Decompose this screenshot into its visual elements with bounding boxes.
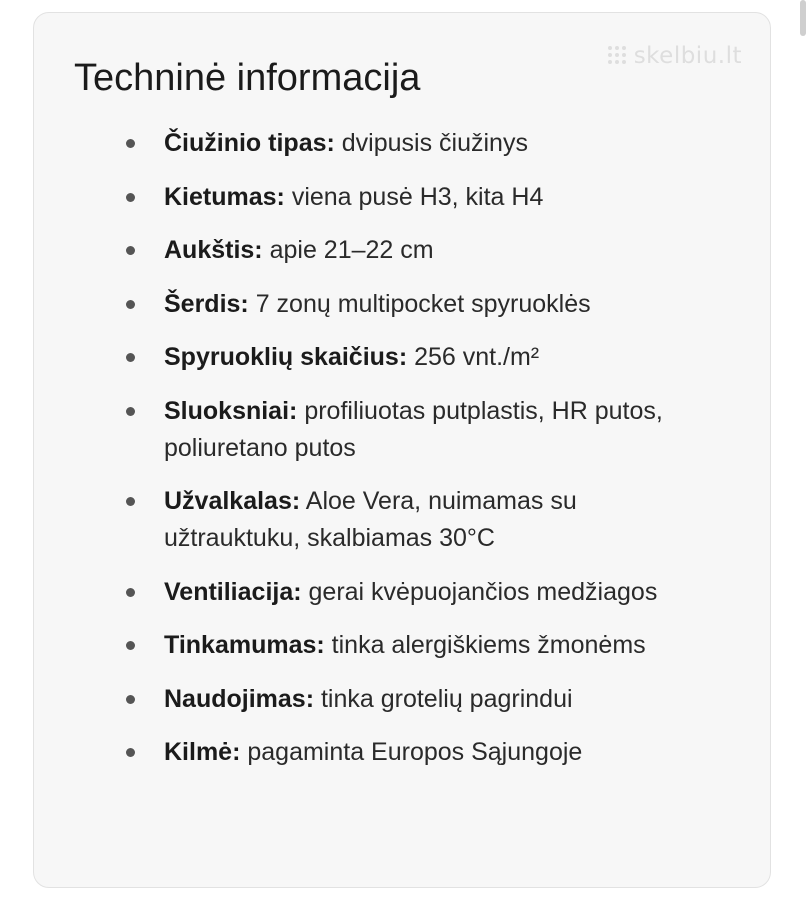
spec-list: [126, 125, 686, 788]
spec-label: Kietumas:: [164, 182, 285, 211]
technical-info-card: [33, 12, 771, 888]
spec-label: Ventiliacija:: [164, 577, 302, 606]
spec-item-usage: [126, 681, 686, 718]
spec-label: Kilmė:: [164, 738, 241, 766]
spec-label: Sluoksniai:: [164, 396, 298, 425]
spec-label: Užvalkalas:: [164, 487, 301, 515]
spec-item-origin: [126, 734, 686, 771]
spec-value: dvipusis čiužinys: [334, 129, 528, 157]
bullet-icon: [126, 588, 135, 597]
bullet-icon: [126, 353, 135, 362]
watermark-text: skelbiu.lt: [633, 43, 742, 69]
spec-label: Spyruoklių skaičius:: [164, 343, 408, 371]
bullet-icon: [126, 497, 135, 506]
bullet-icon: [126, 641, 135, 650]
bullet-icon: [126, 748, 135, 757]
spec-label: Tinkamumas:: [164, 631, 325, 659]
spec-value: tinka grotelių pagrindui: [314, 684, 573, 713]
spec-label: Čiužinio tipas:: [164, 129, 335, 157]
spec-label: Naudojimas:: [164, 684, 315, 713]
spec-item-spring-count: [126, 339, 686, 376]
spec-value: Aloe Vera, nuimamas su užtrauktuku, skalbiamas 30°C: [164, 487, 577, 552]
skelbiu-logo-icon: [606, 44, 628, 66]
spec-value: viena pusė H3, kita H4: [284, 182, 544, 211]
spec-value: profiliuotas putplastis, HR putos, poliuretano putos: [164, 396, 663, 462]
spec-item-height: [126, 232, 686, 269]
spec-item-ventilation: [126, 574, 686, 611]
spec-value: pagaminta Europos Sąjungoje: [240, 738, 583, 766]
scrollbar[interactable]: [800, 0, 806, 36]
watermark: [606, 43, 742, 69]
spec-item-suitability: [126, 627, 686, 664]
bullet-icon: [126, 300, 135, 309]
spec-value: gerai kvėpuojančios medžiagos: [301, 577, 658, 606]
bullet-icon: [126, 695, 135, 704]
spec-item-firmness: [126, 179, 686, 216]
spec-value: 7 zonų multipocket spyruoklės: [248, 289, 591, 318]
bullet-icon: [126, 407, 135, 416]
spec-value: apie 21–22 cm: [262, 236, 434, 264]
spec-value: 256 vnt./m²: [407, 343, 540, 371]
section-title: Techninė informacija: [74, 57, 421, 99]
spec-item-mattress-type: [126, 125, 686, 162]
bullet-icon: [126, 246, 135, 255]
spec-item-layers: [126, 393, 686, 467]
spec-label: Aukštis:: [164, 236, 263, 264]
spec-value: tinka alergiškiems žmonėms: [324, 631, 646, 659]
spec-item-core: [126, 286, 686, 323]
bullet-icon: [126, 139, 135, 148]
spec-label: Šerdis:: [164, 289, 249, 318]
bullet-icon: [126, 193, 135, 202]
spec-item-cover: [126, 483, 686, 557]
